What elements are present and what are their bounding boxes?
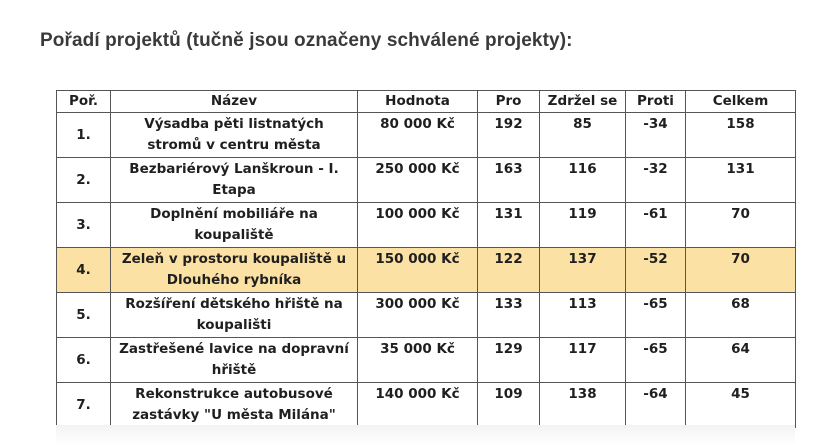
pro-cell: 109 xyxy=(478,383,540,428)
abstain-cell: 119 xyxy=(540,203,626,248)
value-cell: 35 000 Kč xyxy=(358,338,478,383)
table-row xyxy=(57,383,796,428)
pro-cell: 131 xyxy=(478,203,540,248)
total-cell: 70 xyxy=(686,203,796,248)
column-header-pro: Pro xyxy=(478,91,540,113)
abstain-cell: 137 xyxy=(540,248,626,293)
abstain-cell: 138 xyxy=(540,383,626,428)
total-cell: 64 xyxy=(686,338,796,383)
abstain-cell: 113 xyxy=(540,293,626,338)
total-cell: 158 xyxy=(686,113,796,158)
rank-cell: 5. xyxy=(57,293,111,338)
abstain-cell: 85 xyxy=(540,113,626,158)
pro-cell: 163 xyxy=(478,158,540,203)
name-cell: Rekonstrukce autobusové zastávky "U města Milána" xyxy=(111,383,358,428)
pro-cell: 122 xyxy=(478,248,540,293)
column-header-name: Název xyxy=(111,91,358,113)
rank-cell: 6. xyxy=(57,338,111,383)
against-cell: -34 xyxy=(626,113,686,158)
name-cell: Rozšíření dětského hřiště na koupališti xyxy=(111,293,358,338)
table-row xyxy=(57,113,796,158)
pro-cell: 133 xyxy=(478,293,540,338)
table-row xyxy=(57,293,796,338)
table-bottom-fade xyxy=(56,425,795,446)
rank-cell: 4. xyxy=(57,248,111,293)
value-cell: 140 000 Kč xyxy=(358,383,478,428)
against-cell: -65 xyxy=(626,338,686,383)
projects-table xyxy=(56,90,796,428)
against-cell: -32 xyxy=(626,158,686,203)
pro-cell: 129 xyxy=(478,338,540,383)
against-cell: -65 xyxy=(626,293,686,338)
projects-table-wrapper xyxy=(56,90,795,428)
pro-cell: 192 xyxy=(478,113,540,158)
value-cell: 80 000 Kč xyxy=(358,113,478,158)
rank-cell: 2. xyxy=(57,158,111,203)
column-header-against: Proti xyxy=(626,91,686,113)
column-header-abstain: Zdržel se xyxy=(540,91,626,113)
table-header-row xyxy=(57,91,796,113)
abstain-cell: 117 xyxy=(540,338,626,383)
name-cell: Doplnění mobiliáře na koupaliště xyxy=(111,203,358,248)
value-cell: 150 000 Kč xyxy=(358,248,478,293)
table-row xyxy=(57,158,796,203)
total-cell: 68 xyxy=(686,293,796,338)
against-cell: -61 xyxy=(626,203,686,248)
against-cell: -52 xyxy=(626,248,686,293)
value-cell: 300 000 Kč xyxy=(358,293,478,338)
table-row xyxy=(57,203,796,248)
total-cell: 131 xyxy=(686,158,796,203)
value-cell: 100 000 Kč xyxy=(358,203,478,248)
page-heading: Pořadí projektů (tučně jsou označeny schválené projekty): xyxy=(40,30,573,51)
value-cell: 250 000 Kč xyxy=(358,158,478,203)
table-row xyxy=(57,338,796,383)
column-header-rank: Poř. xyxy=(57,91,111,113)
rank-cell: 7. xyxy=(57,383,111,428)
against-cell: -64 xyxy=(626,383,686,428)
name-cell: Výsadba pěti listnatých stromů v centru města xyxy=(111,113,358,158)
column-header-value: Hodnota xyxy=(358,91,478,113)
name-cell: Bezbariérový Lanškroun - I. Etapa xyxy=(111,158,358,203)
column-header-total: Celkem xyxy=(686,91,796,113)
rank-cell: 1. xyxy=(57,113,111,158)
abstain-cell: 116 xyxy=(540,158,626,203)
table-row-highlighted xyxy=(57,248,796,293)
total-cell: 45 xyxy=(686,383,796,428)
name-cell: Zeleň v prostoru koupaliště u Dlouhého rybníka xyxy=(111,248,358,293)
total-cell: 70 xyxy=(686,248,796,293)
rank-cell: 3. xyxy=(57,203,111,248)
name-cell: Zastřešené lavice na dopravní hřiště xyxy=(111,338,358,383)
